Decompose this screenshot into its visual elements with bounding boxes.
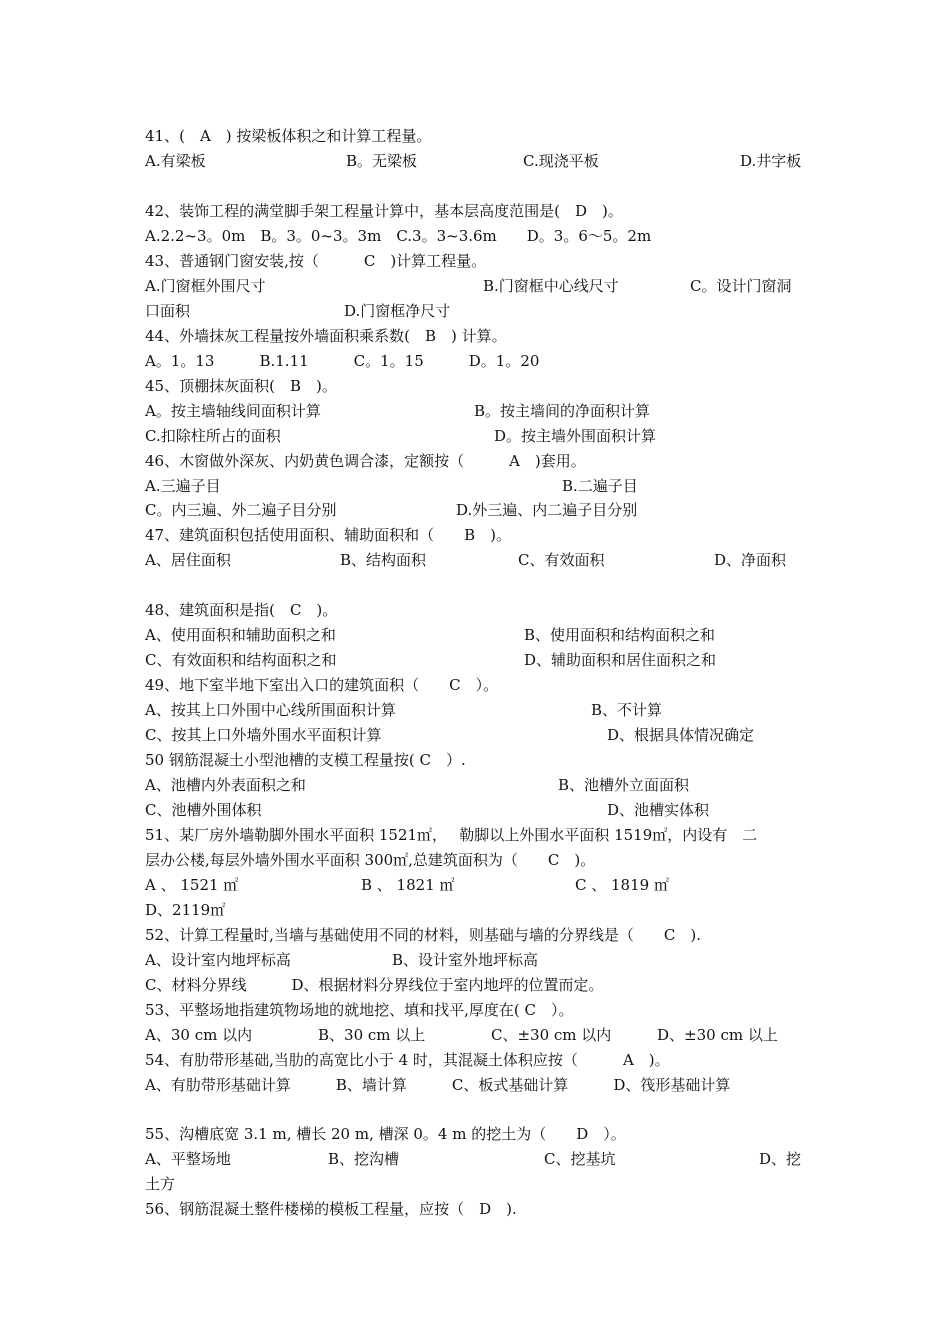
question-42-options: A.2.2~3。0m B。3。0~3。3m C.3。3~3.6m D。3。6～5。2m	[145, 227, 652, 245]
question-52-options-c-d: C、材料分界线 D、根据材料分界线位于室内地坪的位置而定。	[145, 976, 604, 994]
question-49-option-b: B、不计算	[591, 701, 663, 719]
question-47-option-b: B、结构面积	[340, 551, 427, 569]
question-52-option-a: A、设计室内地坪标高	[145, 951, 291, 969]
question-47-option-c: C、有效面积	[518, 551, 605, 569]
question-43-option-b: B.门窗框中心线尺寸	[483, 277, 619, 295]
question-49-option-a: A、按其上口外围中心线所围面积计算	[145, 701, 396, 719]
question-50-option-d: D、池槽实体积	[607, 801, 710, 819]
question-51-option-a: A 、 1521 ㎡	[145, 876, 239, 894]
question-55-option-c: C、挖基坑	[544, 1150, 616, 1168]
question-55-option-d-continued: 土方	[145, 1175, 176, 1193]
question-43-option-c: C。设计门窗洞	[690, 277, 792, 295]
question-49-option-c: C、按其上口外墙外围水平面积计算	[145, 726, 382, 744]
question-51-stem-line-2: 层办公楼,每层外墙外围水平面积 300㎡,总建筑面积为（ C )。	[145, 851, 596, 869]
question-46-option-c: C。内三遍、外二遍子目分别	[145, 501, 337, 519]
question-55-stem: 55、沟槽底宽 3.1 m, 槽长 20 m, 槽深 0。4 m 的挖土为（ D ）。	[145, 1125, 626, 1143]
question-45-option-c: C.扣除柱所占的面积	[145, 427, 281, 445]
question-53-option-b: B、30 cm 以上	[318, 1026, 426, 1044]
question-52-option-b: B、设计室外地坪标高	[392, 951, 539, 969]
question-46-option-a: A.三遍子目	[145, 477, 221, 495]
question-55-option-b: B、挖沟槽	[328, 1150, 400, 1168]
question-41-option-a: A.有梁板	[145, 152, 206, 170]
question-51-option-d: D、2119㎡	[145, 901, 226, 919]
question-46-stem: 46、木窗做外深灰、内奶黄色调合漆，定额按（ A )套用。	[145, 452, 586, 470]
question-50-stem: 50 钢筋混凝土小型池槽的支模工程量按( C ）.	[145, 751, 466, 769]
question-53-option-d: D、±30 cm 以上	[657, 1026, 778, 1044]
question-44-stem: 44、外墙抹灰工程量按外墙面积乘系数( B ) 计算。	[145, 327, 507, 345]
question-42-stem: 42、装饰工程的满堂脚手架工程量计算中，基本层高度范围是( D )。	[145, 202, 623, 220]
question-46-option-d: D.外三遍、内二遍子目分别	[456, 501, 638, 519]
question-46-option-b: B.二遍子目	[562, 477, 638, 495]
question-41-option-b: B。无梁板	[346, 152, 418, 170]
question-51-stem-line-1: 51、某厂房外墙勒脚外围水平面积 1521㎡， 勒脚以上外围水平面积 1519㎡，内设有 二	[145, 826, 758, 844]
question-48-option-b: B、使用面积和结构面积之和	[524, 626, 716, 644]
question-54-stem: 54、有肋带形基础,当肋的高宽比小于 4 时，其混凝土体积应按（ A )。	[145, 1051, 670, 1069]
question-51-option-b: B 、 1821 ㎡	[361, 876, 455, 894]
question-45-option-d: D。按主墙外围面积计算	[494, 427, 657, 445]
question-48-option-c: C、有效面积和结构面积之和	[145, 651, 337, 669]
question-43-option-a: A.门窗框外围尺寸	[145, 277, 266, 295]
question-43-option-c-continued: 口面积	[145, 302, 191, 320]
question-49-stem: 49、地下室半地下室出入口的建筑面积（ C ）。	[145, 676, 499, 694]
question-50-option-c: C、池槽外围体积	[145, 801, 262, 819]
question-51-option-c: C 、 1819 ㎡	[575, 876, 669, 894]
question-49-option-d: D、根据具体情况确定	[607, 726, 755, 744]
question-43-stem: 43、普通钢门窗安装,按（ C )计算工程量。	[145, 252, 487, 270]
question-47-option-a: A、居住面积	[145, 551, 231, 569]
question-53-stem: 53、平整场地指建筑物场地的就地挖、填和找平,厚度在( C ）。	[145, 1001, 574, 1019]
question-45-option-a: A。按主墙轴线间面积计算	[145, 402, 321, 420]
question-41-stem: 41、( A ) 按梁板体积之和计算工程量。	[145, 127, 432, 145]
question-55-option-a: A、平整场地	[145, 1150, 231, 1168]
question-53-option-a: A、30 cm 以内	[145, 1026, 253, 1044]
question-47-stem: 47、建筑面积包括使用面积、辅助面积和（ B )。	[145, 526, 511, 544]
question-44-options: A。1。13 B.1.11 C。1。15 D。1。20	[145, 352, 540, 370]
question-53-option-c: C、±30 cm 以内	[491, 1026, 612, 1044]
question-52-stem: 52、计算工程量时,当墙与基础使用不同的材料，则基础与墙的分界线是（ C ).	[145, 926, 701, 944]
question-50-option-a: A、池槽内外表面积之和	[145, 776, 306, 794]
question-54-options: A、有肋带形基础计算 B、墙计算 C、板式基础计算 D、筏形基础计算	[145, 1076, 731, 1094]
question-45-stem: 45、顶棚抹灰面积( B )。	[145, 377, 337, 395]
question-55-option-d: D、挖	[759, 1150, 802, 1168]
question-48-option-d: D、辅助面积和居住面积之和	[524, 651, 717, 669]
question-45-option-b: B。按主墙间的净面积计算	[474, 402, 651, 420]
question-41-option-d: D.井字板	[740, 152, 802, 170]
question-47-option-d: D、净面积	[714, 551, 787, 569]
question-50-option-b: B、池槽外立面面积	[558, 776, 690, 794]
question-56-stem: 56、钢筋混凝土整件楼梯的模板工程量，应按（ D ).	[145, 1200, 517, 1218]
question-48-stem: 48、建筑面积是指( C )。	[145, 601, 338, 619]
question-43-option-d: D.门窗框净尺寸	[344, 302, 451, 320]
question-41-option-c: C.现浇平板	[523, 152, 599, 170]
question-48-option-a: A、使用面积和辅助面积之和	[145, 626, 336, 644]
